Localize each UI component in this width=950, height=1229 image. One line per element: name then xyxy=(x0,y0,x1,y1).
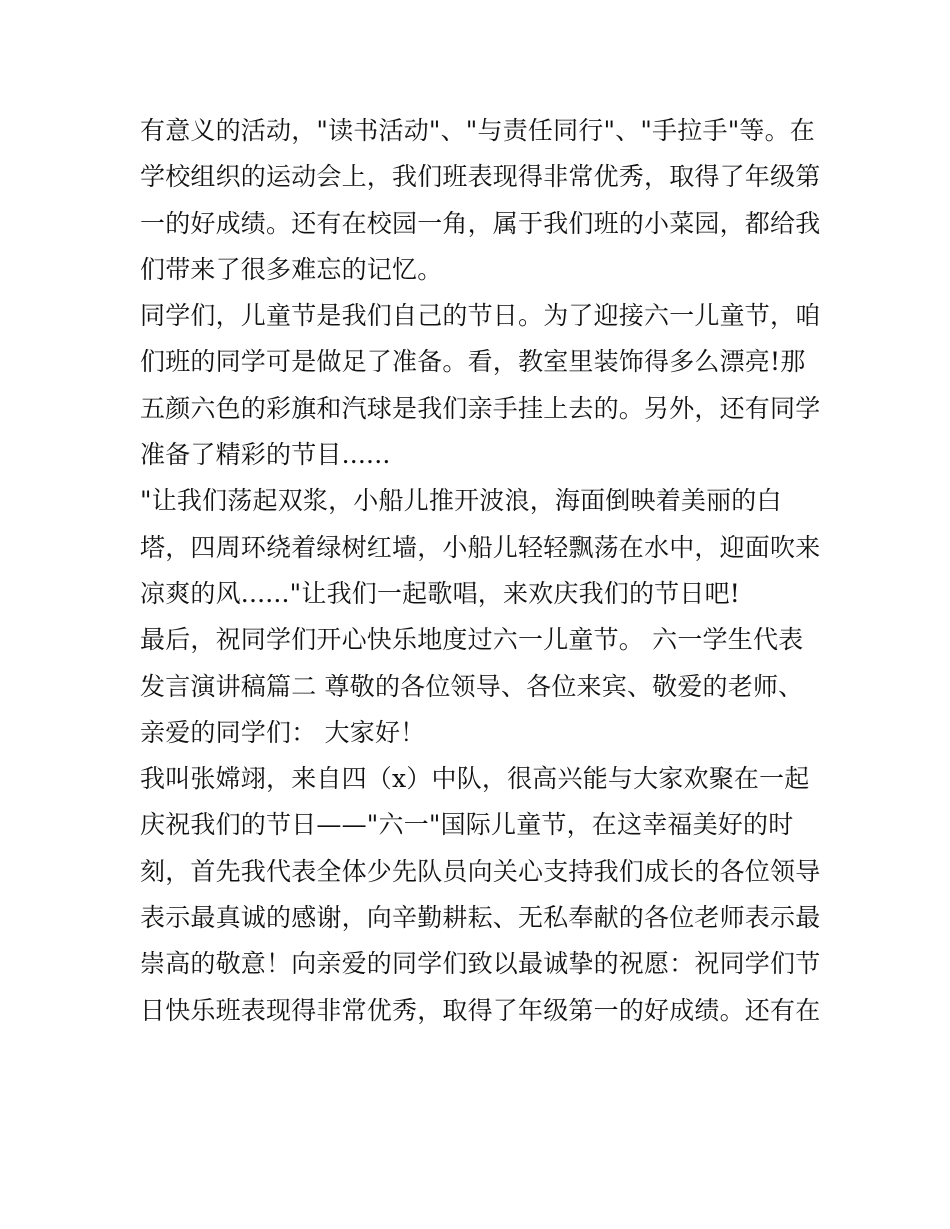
text-line: 表示最真诚的感谢，向辛勤耕耘、无私奉献的各位老师表示最 xyxy=(140,903,821,933)
text-line: 刻，首先我代表全体少先队员向关心支持我们成长的各位领导 xyxy=(140,856,821,886)
text-line: 们班的同学可是做足了准备。看，教室里装饰得多么漂亮!那 xyxy=(140,347,806,377)
text-line: 一的好成绩。还有在校园一角，属于我们班的小菜园，都给我 xyxy=(140,208,821,238)
text-line: 崇高的敬意！向亲爱的同学们致以最诚挚的祝愿：祝同学们节 xyxy=(140,949,821,979)
text-line: 亲爱的同学们： 大家好！ xyxy=(140,717,426,747)
text-line: 五颜六色的彩旗和汽球是我们亲手挂上去的。另外，还有同学 xyxy=(140,393,821,423)
text-line: 学校组织的运动会上，我们班表现得非常优秀，取得了年级第 xyxy=(140,162,821,192)
text-line: "让我们荡起双浆，小船儿推开波浪，海面倒映着美丽的白 xyxy=(140,486,782,516)
document-page xyxy=(140,108,820,1034)
text-line: 准备了精彩的节目...... xyxy=(140,440,391,470)
text-line: 凉爽的风......"让我们一起歌唱，来欢庆我们的节日吧! xyxy=(140,578,741,608)
text-line: 们带来了很多难忘的记忆。 xyxy=(140,254,443,284)
text-line: 有意义的活动，"读书活动"、"与责任同行"、"手拉手"等。在 xyxy=(140,116,815,145)
text-line: 庆祝我们的节日——"六一"国际儿童节，在这幸福美好的时 xyxy=(140,810,794,840)
text-line: 塔，四周环绕着绿树红墙，小船儿轻轻飘荡在水中，迎面吹来 xyxy=(140,532,821,562)
text-line: 最后，祝同学们开心快乐地度过六一儿童节。 六一学生代表 xyxy=(140,625,804,655)
text-line: 日快乐班表现得非常优秀，取得了年级第一的好成绩。还有在 xyxy=(140,995,821,1025)
text-line: 发言演讲稿篇二 尊敬的各位领导、各位来宾、敬爱的老师、 xyxy=(140,671,804,701)
text-line: 我叫张嫦翊，来自四（x）中队，很高兴能与大家欢聚在一起 xyxy=(140,764,810,794)
text-line: 同学们，儿童节是我们自己的节日。为了迎接六一儿童节，咱 xyxy=(140,301,821,331)
